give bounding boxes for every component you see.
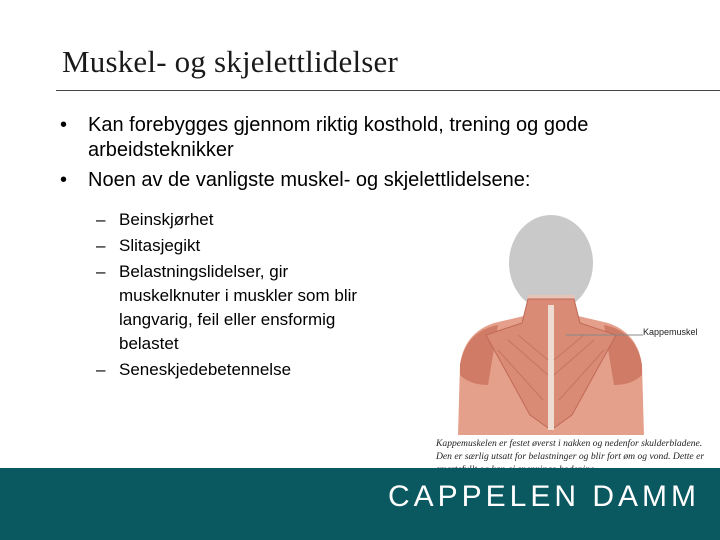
- bullet-item: [58, 113, 708, 163]
- title-divider: [56, 90, 720, 91]
- footer-bar: [0, 468, 720, 540]
- dash-marker: –: [96, 262, 106, 281]
- back-muscles-illustration: [448, 215, 648, 435]
- bullet-list: [58, 113, 708, 198]
- brand-logo: CAPPELEN DAMM: [387, 480, 700, 513]
- sub-bullet-item: [96, 358, 386, 382]
- bullet-text: Noen av de vanligste muskel- og skjelettlidelsene:: [88, 169, 531, 191]
- sub-bullet-text: Belastningslidelser, gir muskelknuter i muskler som blir langvarig, feil eller ensformig belastet: [119, 262, 358, 353]
- bullet-text: Kan forebygges gjennom riktig kosthold, trening og gode arbeidsteknikker: [88, 114, 589, 161]
- bullet-marker: •: [60, 114, 68, 136]
- figure-caption: Kappemuskelen er festet øverst i nakken og nedenfor skulderbladene. Den er særlig utsatt for belastninger og blir fort øm og vond. Dette er: [436, 438, 705, 462]
- slide-title: Muskel- og skjelettlidelser: [62, 44, 399, 79]
- bullet-item: [58, 168, 708, 193]
- sub-bullet-text: Slitasjegikt: [119, 236, 201, 255]
- sub-bullet-item: [96, 208, 386, 232]
- sub-bullet-list: [96, 208, 386, 384]
- dash-marker: –: [96, 236, 106, 255]
- kappemuskel-label: Kappemuskel: [643, 327, 698, 337]
- sub-bullet-text: Seneskjedebetennelse: [119, 360, 292, 379]
- sub-bullet-text: Beinskjørhet: [119, 210, 214, 229]
- dash-marker: –: [96, 210, 106, 229]
- sub-bullet-item: [96, 260, 386, 356]
- dash-marker: –: [96, 360, 106, 379]
- sub-bullet-item: [96, 234, 386, 258]
- bullet-marker: •: [60, 169, 68, 191]
